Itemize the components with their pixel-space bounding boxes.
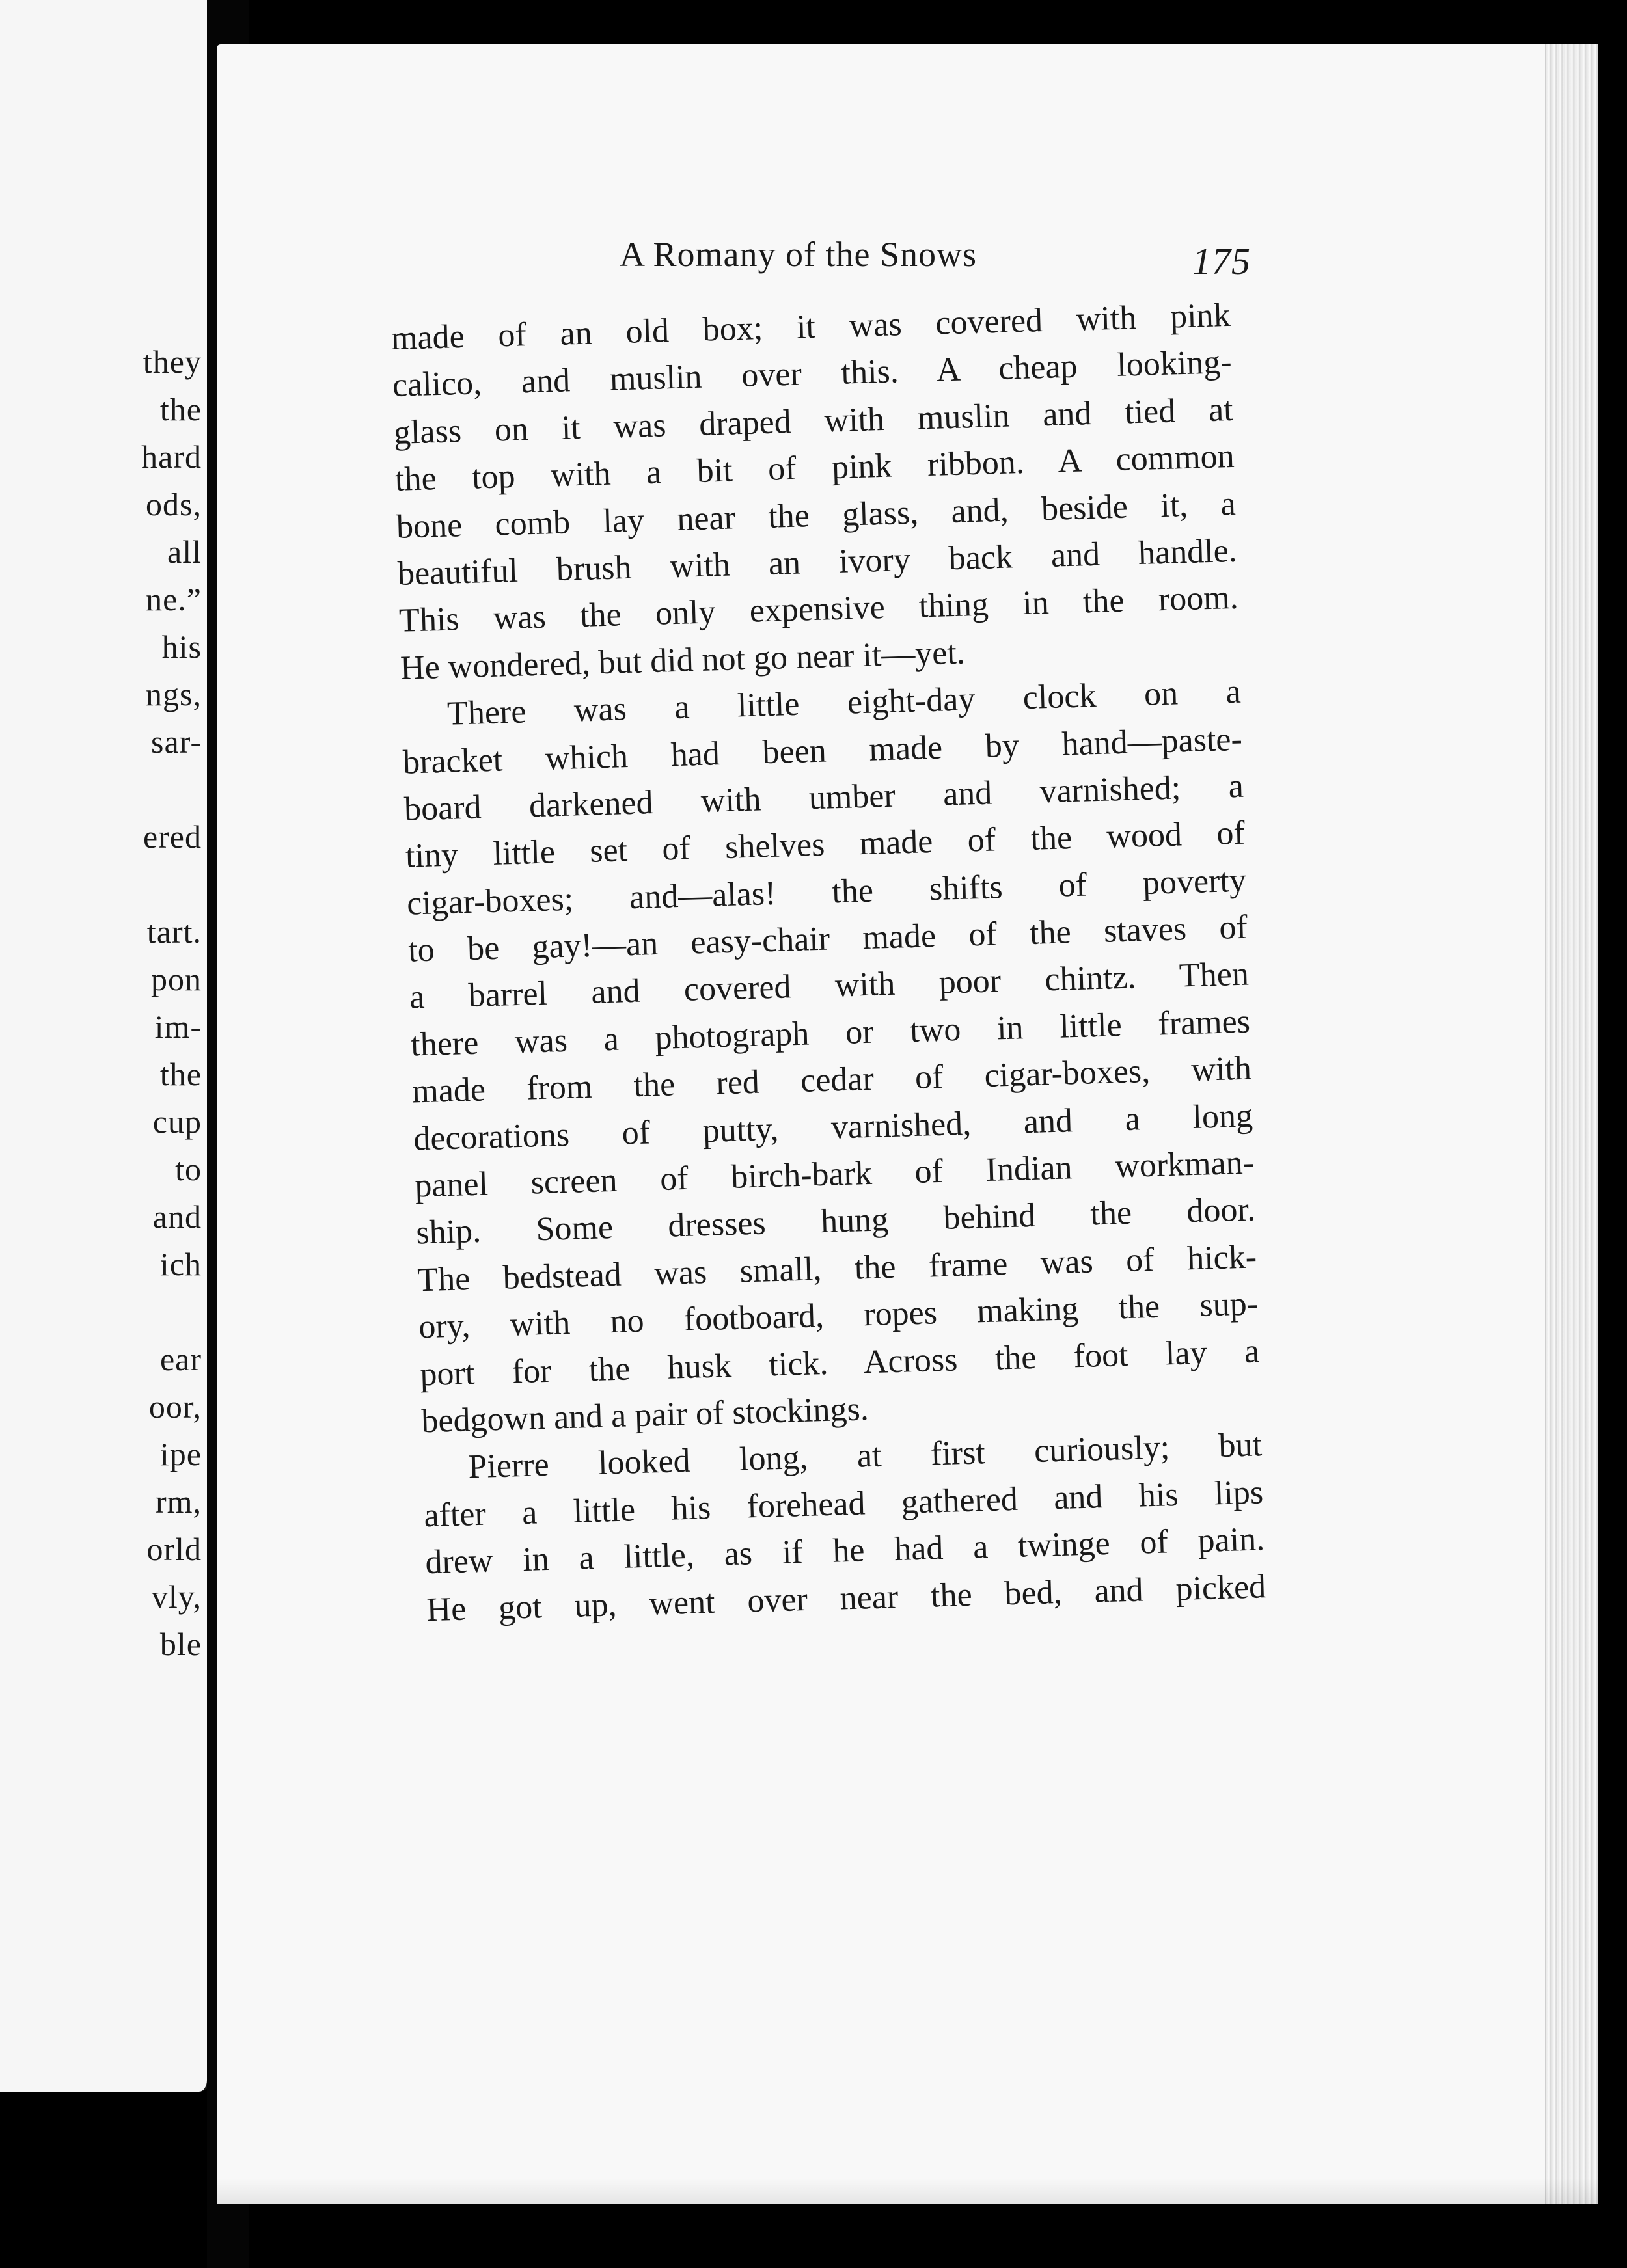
left-line: ngs, bbox=[146, 676, 202, 712]
left-line: oor, bbox=[148, 1388, 202, 1425]
text-line: panel screen of birch-bark of Indian workman- bbox=[414, 1144, 1255, 1205]
text-line: made of an old box; it was covered with pink bbox=[390, 296, 1231, 357]
text-line: after a little his forehead gathered and his lips bbox=[423, 1474, 1264, 1535]
text-line: tiny little set of shelves made of the wood of bbox=[405, 814, 1246, 875]
left-line bbox=[141, 1288, 202, 1336]
text-line: Pierre looked long, at first curiously; but bbox=[467, 1426, 1263, 1486]
text-line: board darkened with umber and varnished; a bbox=[403, 767, 1244, 828]
left-line: ble bbox=[159, 1626, 202, 1662]
text-line: He got up, went over near the bed, and picked bbox=[426, 1567, 1266, 1628]
left-line: pon bbox=[151, 961, 202, 997]
text-line: glass on it was draped with muslin and tied at bbox=[393, 390, 1234, 452]
left-line: all bbox=[167, 533, 202, 570]
running-title: A Romany of the Snows bbox=[620, 235, 978, 274]
left-line: the bbox=[159, 391, 202, 427]
text-line: port for the husk tick. Across the foot lay a bbox=[419, 1332, 1260, 1393]
left-line: cup bbox=[152, 1103, 202, 1140]
left-line: ne.” bbox=[146, 581, 202, 617]
left-line: they bbox=[143, 344, 202, 380]
text-line: bone comb lay near the glass, and, beside it, a bbox=[396, 485, 1237, 546]
text-line: This was the only expensive thing in the room. bbox=[398, 579, 1239, 640]
page-edges bbox=[1545, 44, 1598, 2204]
left-line: to bbox=[175, 1151, 202, 1187]
left-line: his bbox=[161, 628, 202, 665]
text-line: there was a photograph or two in little frames bbox=[410, 1003, 1251, 1064]
left-line: the bbox=[159, 1056, 202, 1092]
page-shadow bbox=[217, 2178, 1598, 2204]
text-line: made from the red cedar of cigar-boxes, with bbox=[411, 1049, 1252, 1111]
left-line: tart. bbox=[146, 913, 202, 950]
text-line: calico, and muslin over this. A cheap looking- bbox=[392, 344, 1233, 405]
text-line: the top with a bit of pink ribbon. A common bbox=[394, 438, 1235, 499]
left-line: ear bbox=[159, 1341, 202, 1377]
left-line: ipe bbox=[159, 1436, 202, 1472]
text-line: drew in a little, as if he had a twinge of pain. bbox=[424, 1520, 1265, 1582]
text-line: He wondered, but did not go near it—yet. bbox=[400, 634, 966, 687]
text-line: to be gay!—an easy-chair made of the staves of bbox=[407, 908, 1248, 969]
left-line: vly, bbox=[151, 1578, 202, 1615]
text-line: The bedstead was small, the frame was of hick- bbox=[417, 1238, 1257, 1299]
body-text bbox=[390, 292, 1266, 1634]
text-line: a barrel and covered with poor chintz. Then bbox=[409, 956, 1250, 1017]
left-line bbox=[141, 861, 202, 908]
left-line: im- bbox=[154, 1008, 202, 1045]
page-number: 175 bbox=[1192, 240, 1251, 282]
left-line: orld bbox=[146, 1531, 202, 1567]
left-line: and bbox=[152, 1198, 202, 1235]
left-line: ich bbox=[159, 1246, 202, 1282]
text-line: bracket which had been made by hand—paste- bbox=[402, 720, 1243, 781]
left-page-fragment bbox=[0, 0, 211, 2092]
text-line: ship. Some dresses hung behind the door. bbox=[415, 1191, 1256, 1252]
left-line: rm, bbox=[155, 1483, 202, 1520]
left-line: sar- bbox=[151, 723, 202, 760]
text-line: beautiful brush with an ivory back and handle. bbox=[397, 532, 1238, 593]
left-line: hard bbox=[141, 439, 202, 475]
left-line: ods, bbox=[146, 486, 202, 522]
text-line: cigar-boxes; and—alas! the shifts of poverty bbox=[406, 861, 1247, 923]
left-page-text bbox=[141, 338, 202, 1668]
left-line bbox=[141, 766, 202, 813]
left-line: ered bbox=[143, 818, 202, 855]
text-line: ory, with no footboard, ropes making the sup- bbox=[418, 1285, 1259, 1346]
text-line: bedgown and a pair of stockings. bbox=[420, 1390, 869, 1440]
text-line: decorations of putty, varnished, and a long bbox=[413, 1097, 1253, 1158]
text-line: There was a little eight-day clock on a bbox=[446, 673, 1242, 733]
